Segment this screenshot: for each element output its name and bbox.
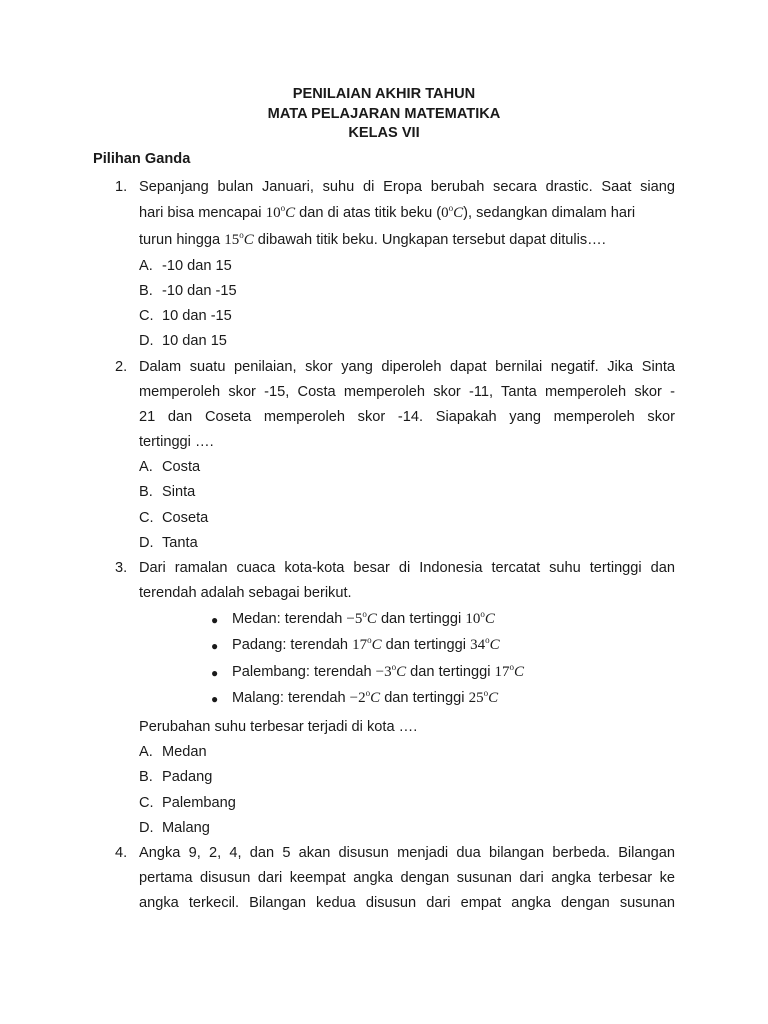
- q1-option-a-letter: A.: [139, 258, 153, 274]
- q1-option-b: -10 dan -15: [162, 283, 237, 299]
- q1-number: 1.: [115, 179, 128, 195]
- q3-option-d-letter: D.: [139, 820, 154, 836]
- q1-option-c: 10 dan -15: [162, 308, 232, 324]
- q2-option-d-letter: D.: [139, 535, 154, 551]
- q2-line-2: memperoleh skor -15, Costa memperoleh skor -11, Tanta memperoleh skor -: [139, 384, 675, 400]
- q3-option-d: Malang: [162, 820, 210, 836]
- q1-option-d-letter: D.: [139, 333, 154, 349]
- header-line-3: KELAS VII: [348, 125, 420, 141]
- q4-line-1: Angka 9, 2, 4, dan 5 akan disusun menjadi dua bilangan berbeda. Bilangan: [139, 845, 675, 861]
- header-line-1: PENILAIAN AKHIR TAHUN: [292, 86, 476, 102]
- q1-temp-2: 0$^o$C: [441, 203, 464, 221]
- q3-number: 3.: [115, 560, 128, 576]
- q2-option-c: Coseta: [162, 510, 209, 526]
- section-title: Pilihan Ganda: [93, 151, 191, 167]
- bullet-icon: ●: [211, 639, 219, 653]
- q3-option-a: Medan: [162, 744, 207, 760]
- q1-line-2: hari bisa mencapai 10$^o$C dan di atas titik beku (0$^o$C), sedangkan dimalam hari: [139, 203, 636, 221]
- q2-option-b: Sinta: [162, 484, 196, 500]
- q1-option-d: 10 dan 15: [162, 333, 227, 349]
- q3-line-1: Dari ramalan cuaca kota-kota besar di Indonesia tercatat suhu tertinggi dan: [139, 560, 675, 576]
- bullet-icon: ●: [211, 666, 219, 680]
- q4-number: 4.: [115, 845, 128, 861]
- q2-line-4: tertinggi ….: [139, 434, 214, 450]
- q1-option-b-letter: B.: [139, 283, 153, 299]
- q4-line-2: pertama disusun dari keempat angka dengan susunan dari angka terbesar ke: [139, 870, 675, 886]
- q3-bullet-medan: Medan: terendah $-5^oC$ dan tertinggi 10$^o$C: [232, 609, 495, 627]
- bullet-icon: ●: [211, 613, 219, 627]
- q1-temp-1: 10$^o$C: [265, 203, 296, 221]
- q2-line-3: 21 dan Coseta memperoleh skor -14. Siapakah yang memperoleh skor: [139, 409, 675, 425]
- q2-option-d: Tanta: [162, 535, 198, 551]
- q3-option-b-letter: B.: [139, 769, 153, 785]
- q3-option-b: Padang: [162, 769, 213, 785]
- q3-bullet-palembang: Palembang: terendah $-3^oC$ dan tertinggi 17$^o$C: [232, 662, 525, 680]
- q2-number: 2.: [115, 359, 128, 375]
- bullet-icon: ●: [211, 692, 219, 706]
- q3-option-c: Palembang: [162, 795, 236, 811]
- q1-line-1: Sepanjang bulan Januari, suhu di Eropa berubah secara drastic. Saat siang: [139, 179, 675, 195]
- q2-option-c-letter: C.: [139, 510, 154, 526]
- q1-line-3: turun hingga 15$^o$C dibawah titik beku. Ungkapan tersebut dapat ditulis….: [139, 230, 606, 248]
- q3-option-c-letter: C.: [139, 795, 154, 811]
- q2-option-a-letter: A.: [139, 459, 153, 475]
- q3-line-2: terendah adalah sebagai berikut.: [139, 585, 352, 601]
- q3-question: Perubahan suhu terbesar terjadi di kota ….: [139, 719, 418, 735]
- q2-line-1: Dalam suatu penilaian, skor yang diperoleh dapat bernilai negatif. Jika Sinta: [139, 359, 675, 375]
- q2-option-a: Costa: [162, 459, 201, 475]
- q4-line-3: angka terkecil. Bilangan kedua disusun dari empat angka dengan susunan: [139, 895, 675, 911]
- q3-bullet-padang: Padang: terendah 17$^o$C dan tertinggi 34$^o$C: [232, 635, 500, 653]
- header-line-2: MATA PELAJARAN MATEMATIKA: [267, 106, 501, 122]
- q2-option-b-letter: B.: [139, 484, 153, 500]
- q3-bullet-malang: Malang: terendah $-2^oC$ dan tertinggi 25$^o$C: [232, 688, 499, 706]
- q3-option-a-letter: A.: [139, 744, 153, 760]
- q1-option-c-letter: C.: [139, 308, 154, 324]
- q1-temp-3: 15$^o$C: [224, 230, 254, 248]
- q1-option-a: -10 dan 15: [162, 258, 232, 274]
